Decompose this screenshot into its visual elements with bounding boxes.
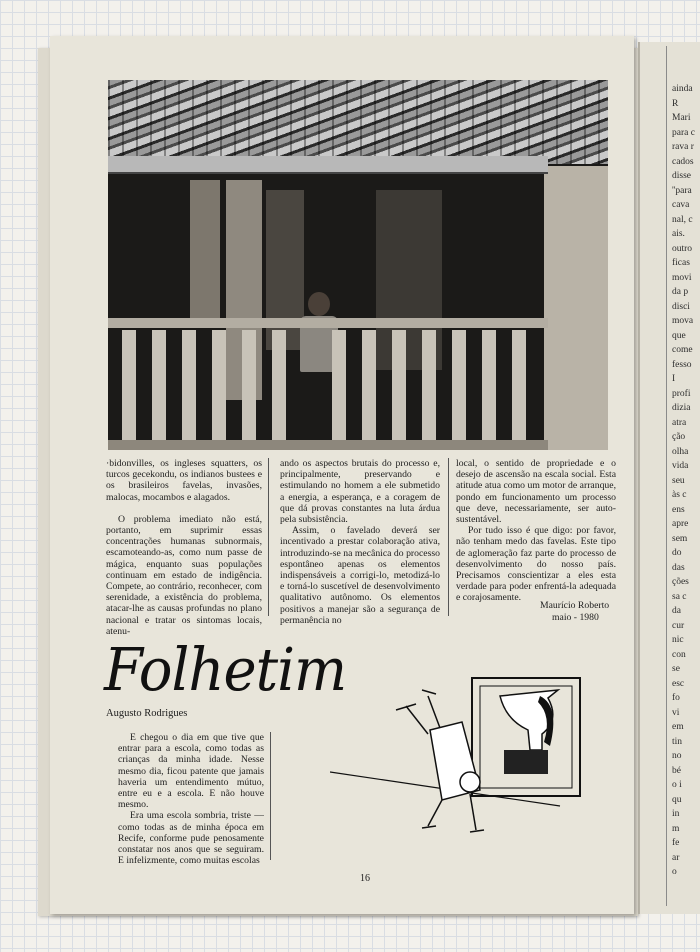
right-page-fragment: m — [672, 823, 680, 834]
right-page-fragment: mova — [672, 316, 694, 326]
paragraph: Por tudo isso é que digo: por favor, não tenham medo das favelas. Este tipo de aglomeração faz parte do processo de desenvolvimento do nosso país. Precisamos conscientizar a eles esta verdade para poder enfrentá-la adequada e corajosamente. — [456, 525, 616, 604]
right-page-fragment: Mari — [672, 113, 691, 123]
right-page-fragment: em — [672, 722, 684, 732]
photo-picket — [392, 330, 406, 450]
right-page-fragment: nal, c — [672, 214, 693, 225]
paragraph: local, o sentido de propriedade e o desejo de ascensão na escala social. Esta atitude atua como um motor de arranque, pondo em funcionamento um processo que deve, necessariamente, ser auto-sustentável. — [456, 458, 616, 526]
column-rule — [270, 732, 271, 860]
right-page-fragment: rava r — [672, 142, 694, 152]
right-page-rule — [666, 46, 667, 906]
photo-picket — [242, 330, 256, 450]
right-page-fragment: cur — [672, 620, 685, 631]
folhetim-column — [118, 732, 264, 866]
right-page-fragment: con — [672, 649, 686, 660]
right-page-fragment: R — [672, 98, 679, 109]
right-page-fragment: no — [672, 751, 682, 761]
photo-picket — [512, 330, 526, 450]
right-page-fragment: nic — [672, 635, 684, 645]
photo-gutter — [108, 156, 548, 174]
right-page-fragment: cados — [672, 156, 694, 167]
photo-rail — [108, 318, 548, 328]
photo-picket — [482, 330, 496, 450]
paragraph: ando os aspectos brutais do processo e, principalmente, preservando e estimulando no homem a ele submetido a energia, a esperança, e a coragem de que dá provas constantes na luta árdua pela subsistência. — [280, 458, 440, 526]
right-page-fragment: o — [672, 867, 677, 877]
article-column-1 — [106, 458, 262, 637]
right-page-fragment: seu — [672, 475, 685, 486]
paragraph: E chegou o dia em que tive que entrar para a escola, como todas as crianças da minha idade. Nesse mesmo dia, ficou patente que jamais haveria um entendimento mútuo, entre eu e a escola. E não houve mesmo. — [118, 732, 264, 811]
photo-favela-house — [108, 80, 608, 450]
photo-picket — [152, 330, 166, 450]
author-name: Augusto Rodrigues — [106, 708, 188, 719]
right-page-fragment: ções — [672, 577, 689, 587]
photo-roof — [108, 80, 608, 164]
right-page-fragment: apre — [672, 519, 689, 529]
right-page-fragment: sa c — [672, 591, 687, 602]
right-page-fragment: da — [672, 606, 681, 616]
right-page-fragment: profi — [672, 388, 691, 399]
signature-date: maio - 1980 — [552, 612, 599, 623]
article-column-2 — [280, 458, 440, 626]
right-page-fragment: tin — [672, 736, 683, 747]
right-page-fragment: o i — [672, 780, 682, 790]
right-page-fragment: qu — [672, 794, 682, 805]
right-page — [638, 42, 700, 914]
right-page-fragment: come — [672, 345, 693, 355]
figure-legs — [396, 690, 440, 734]
illustration-drawing — [330, 650, 610, 840]
right-page-fragment: disci — [672, 301, 690, 312]
photo-post — [544, 166, 608, 450]
right-page-fragment: vida — [672, 461, 689, 471]
right-page-fragment: atra — [672, 417, 687, 428]
right-page-fragment: outro — [672, 243, 693, 254]
photo-picket — [332, 330, 346, 450]
right-page-fragment: se — [672, 664, 680, 674]
right-page-fragment: fe — [672, 838, 680, 848]
signature-name: Maurício Roberto — [540, 600, 610, 611]
right-page-fragment: ainda — [672, 84, 693, 94]
right-page-fragment: movi — [672, 272, 692, 283]
section-title: Folhetim — [104, 636, 347, 705]
right-page-fragment: bé — [672, 765, 681, 776]
portrait-clothes — [504, 750, 548, 774]
paragraph: ·bidonvilles, os ingleses squatters, os turcos gecekondu, os indianos bustees e os brasileiros favelas, invasões, malocas, mocambos e alagados. — [106, 458, 262, 503]
right-page-fragment: para c — [672, 127, 695, 138]
column-rule — [448, 458, 449, 616]
right-page-fragment: ficas — [672, 258, 690, 268]
photo-picket — [122, 330, 136, 450]
photo-picket — [212, 330, 226, 450]
right-page-fragment: ção — [672, 432, 686, 442]
right-page-fragment: às c — [672, 490, 687, 500]
photo-picket — [182, 330, 196, 450]
page-number: 16 — [360, 873, 370, 884]
figure-arms — [422, 794, 484, 832]
photo-picket — [272, 330, 286, 450]
right-page-fragment: ais. — [672, 229, 685, 239]
right-page-fragment: disse — [672, 171, 691, 181]
right-page-fragment: das — [672, 562, 685, 573]
right-page-fragment: sem — [672, 533, 688, 544]
right-page-fragment: cava — [672, 200, 690, 210]
photo-board — [190, 180, 220, 320]
paragraph: Assim, o favelado deverá ser incentivado a prestar colaboração ativa, introduzindo-se na mecânica do processo espontâneo apenas os elementos indispensáveis a corrigi-lo, metodizá-lo e torná-lo suscetível de desenvolvimento qualitativo autônomo. Os elementos positivos a manejar são a segurança de permanência no — [280, 525, 440, 626]
right-page-fragment: I — [672, 374, 676, 384]
right-page-fragment: vi — [672, 707, 680, 718]
paragraph: O problema imediato não está, portanto, em suprimir essas concentrações humanas subnormais, escamoteando-as, como num passe de mágica, enquanto suas populações continuam em estado de indigência. Compete, ao contrário, reconhecer, com serenidade, a existência do problema, atacar-lhe as causas profundas no plano nacional e tratar os sintomas locais, atenu- — [106, 513, 262, 637]
column-rule — [268, 458, 269, 616]
right-page-fragment: dizia — [672, 403, 691, 413]
right-page-fragment: olha — [672, 446, 689, 457]
right-page-fragment: in — [672, 809, 680, 819]
right-page-fragment: da p — [672, 287, 689, 297]
right-page-fragment: ens — [672, 504, 685, 515]
right-page-fragment: que — [672, 330, 686, 341]
photo-picket — [452, 330, 466, 450]
right-page-fragment: fesso — [672, 359, 692, 370]
right-page-fragment: ''para — [672, 185, 692, 196]
right-page-fragment: ar — [672, 852, 680, 863]
article-column-3 — [456, 458, 616, 604]
photo-floor — [108, 440, 548, 450]
photo-child — [308, 292, 330, 316]
paragraph: Era uma escola sombria, triste — como todas as de minha época em Recife, conforme pude penosamente constatar nos anos que se seguiram. E infelizmente, como muitas escolas — [118, 810, 264, 867]
right-page-fragment: do — [672, 548, 682, 558]
photo-picket — [362, 330, 376, 450]
figure-head — [460, 772, 480, 792]
right-page-fragment: esc — [672, 678, 685, 689]
right-page-fragment: fo — [672, 693, 680, 703]
photo-picket — [422, 330, 436, 450]
